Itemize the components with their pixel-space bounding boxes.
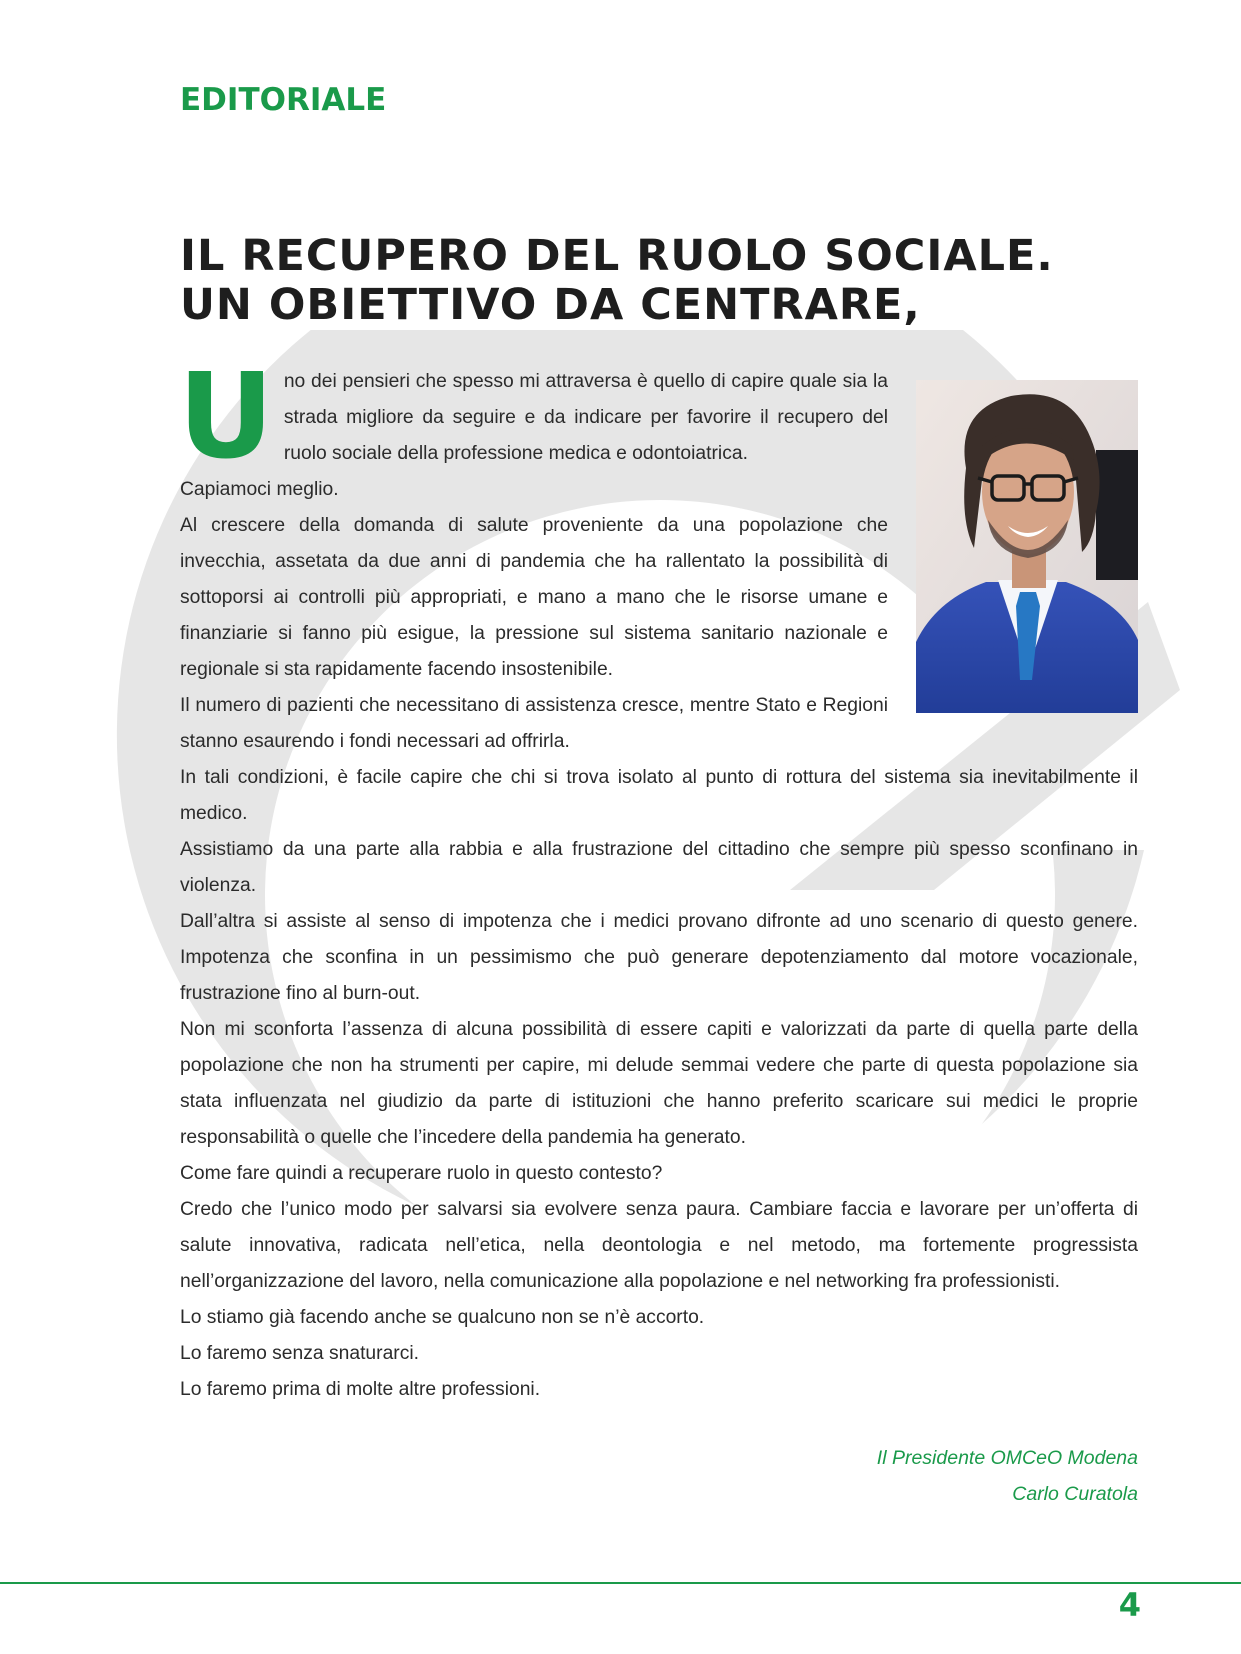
section-label: EDITORIALE <box>180 82 387 118</box>
author-signature <box>877 1440 1138 1512</box>
page-number: 4 <box>1118 1586 1141 1624</box>
paragraph-7: Non mi sconforta l’assenza di alcuna possibilità di essere capiti e valorizzati da parte di quella parte della popolazione che non ha strumenti per capire, mi delude semmai vedere che parte di questa popolazione sia stata influenzata nel giudizio da parte di istituzioni che hanno preferito scaricare sui medici le proprie responsabilità o quelle che l’incedere della pandemia ha generato. <box>180 1019 1138 1148</box>
paragraph-8: Come fare quindi a recuperare ruolo in questo contesto? <box>180 1163 663 1184</box>
footer-divider <box>0 1582 1241 1584</box>
drop-cap: U <box>178 347 274 485</box>
paragraph-4: In tali condizioni, è facile capire che chi si trova isolato al punto di rottura del sistema sia inevitabilmente il medico. <box>180 767 1138 824</box>
paragraph-11: Lo faremo senza snaturarci. <box>180 1343 419 1364</box>
paragraph-6: Dall’altra si assiste al senso di impotenza che i medici provano difronte ad uno scenario di questo genere. Impotenza che sconfina in un pessimismo che può generare depotenziamento dal motore vocazionale, frustrazione fino al burn-out. <box>180 911 1138 1004</box>
article-body <box>178 347 1138 1408</box>
headline-line-1: IL RECUPERO DEL RUOLO SOCIALE. <box>180 231 1054 281</box>
signature-name: Carlo Curatola <box>1012 1483 1138 1505</box>
article-headline <box>180 232 1054 330</box>
headline-line-2: UN OBIETTIVO DA CENTRARE, <box>180 280 921 330</box>
portrait-text-wrap <box>888 364 1138 732</box>
paragraph-3: Il numero di pazienti che necessitano di assistenza cresce, mentre Stato e Regioni stanno esaurendo i fondi necessari ad offrirla. <box>180 695 888 752</box>
paragraph-1: Capiamoci meglio. <box>180 479 339 500</box>
paragraph-12: Lo faremo prima di molte altre professioni. <box>180 1379 541 1400</box>
paragraph-2: Al crescere della domanda di salute proveniente da una popolazione che invecchia, assetata da due anni di pandemia che ha rallentato la possibilità di sottoporsi ai controlli più appropriati, e mano a mano che le risorse umane e finanziarie si fanno più esigue, la pressione sul sistema sanitario nazionale e regionale si sta rapidamente facendo insostenibile. <box>180 515 888 680</box>
signature-role: Il Presidente OMCeO Modena <box>876 1447 1138 1469</box>
paragraph-10: Lo stiamo già facendo anche se qualcuno non se n’è accorto. <box>180 1307 705 1328</box>
paragraph-9: Credo che l’unico modo per salvarsi sia evolvere senza paura. Cambiare faccia e lavorare per un’offerta di salute innovativa, radicata nell’etica, nella deontologia e nel metodo, ma fortemente progressista nell’organizzazione del lavoro, nella comunicazione alla popolazione e nel networking fra professionisti. <box>180 1199 1138 1292</box>
lead-text: no dei pensieri che spesso mi attraversa è quello di capire quale sia la strada migliore da seguire e da indicare per favorire il recupero del ruolo sociale della professione medica e odontoiatrica. <box>283 371 888 464</box>
paragraph-5: Assistiamo da una parte alla rabbia e alla frustrazione del cittadino che sempre più spesso sconfinano in violenza. <box>180 839 1138 896</box>
